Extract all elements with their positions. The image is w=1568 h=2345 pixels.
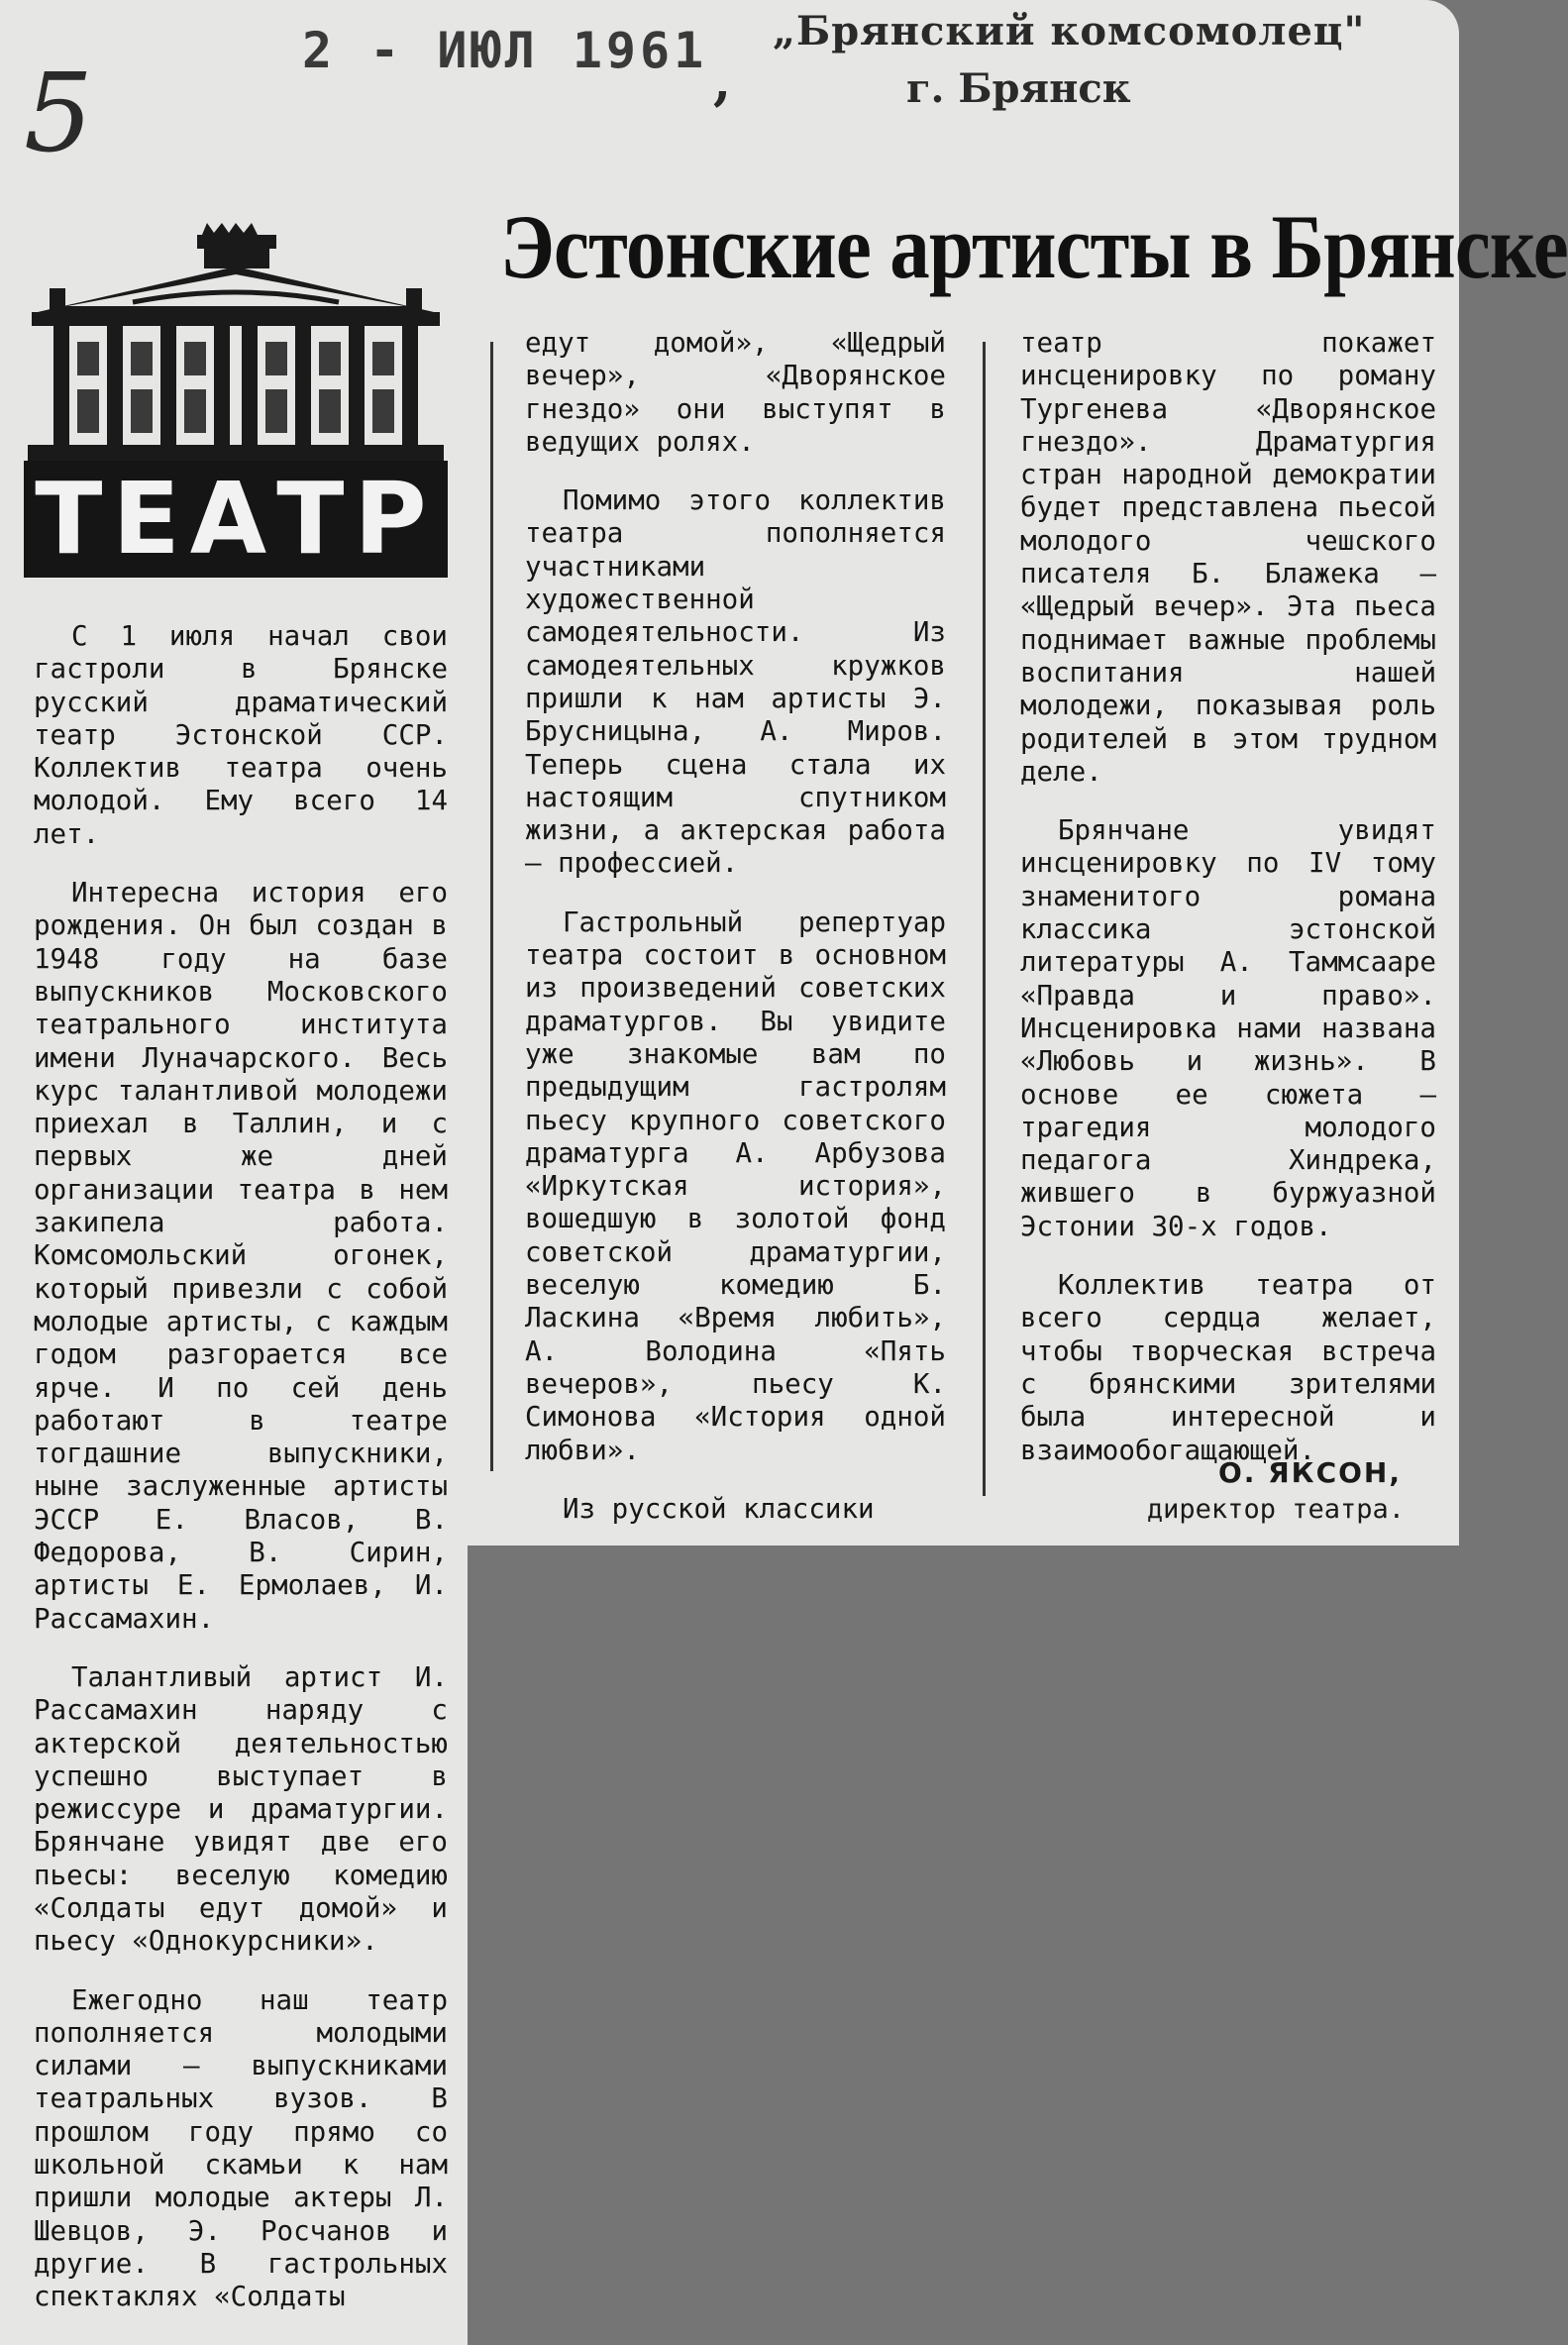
handwritten-page-number: 5: [24, 50, 93, 176]
paragraph: Из русской классики: [563, 1492, 875, 1525]
column-divider: [983, 342, 986, 1496]
paragraph: едут домой», «Щедрый вечер», «Дворянское гнездо» они выступят в ведущих ролях.: [525, 327, 946, 458]
article-column-1: [34, 620, 448, 2314]
paragraph: Интересна история его рождения. Он был создан в 1948 году на базе выпускников Московского театрального института имени Луначарского. Весь курс талантливой молодежи приехал в Таллин, и с первых же дней организации театра в нем закипела работа. Комсомольский огонек, который привезли с собой молодые артисты, с каждым годом разгорается все ярче. И по сей день работают в театре тогдашние выпускники, ныне заслуженные артисты ЭССР Е. Власов, В. Федорова, В. Сирин, артисты Е. Ермолаев, И. Рассамахин.: [34, 877, 448, 1635]
paragraph: С 1 июля начал свои гастроли в Брянске русский драматический театр Эстонской ССР. Коллектив театра очень молодой. Ему всего 14 лет.: [34, 620, 448, 850]
article-column-3: [1020, 327, 1436, 1467]
column-divider: [490, 342, 493, 1471]
paragraph: Брянчане увидят инсценировку по IV тому знаменитого романа классика эстонской литературы А. Таммсааре «Правда и право». Инсценировка нами названа «Любовь и жизнь». В основе ее сюжета — трагедия молодого педагога Хиндрека, жившего в буржуазной Эстонии 30-х годов.: [1020, 814, 1436, 1242]
city-stamp: г. Брянск: [906, 65, 1131, 112]
publication-stamp: „Брянский комсомолец": [773, 8, 1366, 54]
date-stamp: 2 - ИЮЛ 1961: [302, 22, 708, 79]
author-name: О. ЯКСОН,: [1217, 1456, 1402, 1489]
article-column-2: [525, 327, 946, 1526]
theatre-label: ТЕАТР: [24, 461, 448, 578]
paragraph: театр покажет инсценировку по роману Тургенева «Дворянское гнездо». Драматургия стран народной демократии будет представлена пьесой молодого чешского писателя Б. Блажека — «Щедрый вечер». Эта пьеса поднимает важные проблемы воспитания нашей молодежи, показывая роль родителей в этом трудном деле.: [1020, 327, 1436, 788]
paragraph: Помимо этого коллектив театра пополняется участниками художественной самодеятельности. Из самодеятельных кружков пришли к нам артисты Э. Брусницына, А. Миров. Теперь сцена стала их настоящим спутником жизни, а актерская работа — профессией.: [525, 484, 946, 880]
paragraph: Гастрольный репертуар театра состоит в основном из произведений советских драматургов. Вы увидите уже знакомые вам по предыдущим гастролям пьесу крупного советского драматурга А. Арбузова «Иркутская история», вошедшую в золотой фонд советской драматургии, веселую комедию Б. Ласкина «Время любить», А. Володина «Пять вечеров», пьесу К. Симонова «История одной любви».: [525, 906, 946, 1466]
paragraph: Ежегодно наш театр пополняется молодыми силами — выпускниками театральных вузов. В прошлом году прямо со школьной скамьи к нам пришли молодые актеры Л. Шевцов, Э. Росчанов и другие. В гастрольных спектаклях «Солдаты: [34, 1983, 448, 2313]
paragraph: Талантливый артист И. Рассамахин наряду с актерской деятельностью успешно выступает в режиссуре и драматургии. Брянчане увидят две его пьесы: веселую комедию «Солдаты едут домой» и пьесу «Однокурсники».: [34, 1660, 448, 1958]
article-headline: Эстонские артисты в Брянске: [500, 196, 1568, 297]
theatre-logo: [24, 223, 448, 580]
theatre-building-icon: [24, 223, 448, 461]
date-comma: ,: [713, 52, 732, 112]
author-role: директор театра.: [1146, 1494, 1405, 1525]
paragraph: Коллектив театра от всего сердца желает, чтобы творческая встреча с брянскими зрителями была интересной и взаимообогащающей.: [1020, 1269, 1436, 1466]
